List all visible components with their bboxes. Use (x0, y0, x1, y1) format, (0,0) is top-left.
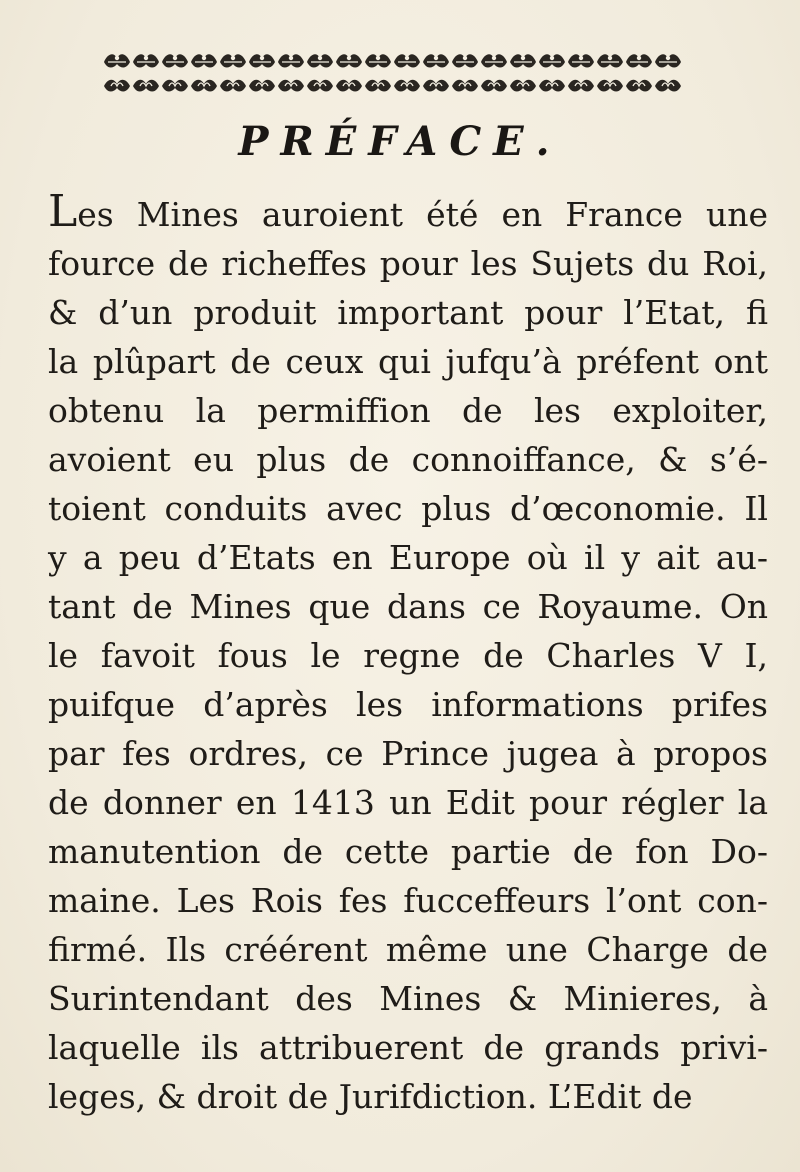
text-line: obtenu la permiffion de les exploiter, (48, 391, 768, 430)
text-line (48, 186, 768, 239)
text-line: puifque d’après les informations prifes (48, 685, 768, 724)
fleuron-band-ornament-icon (100, 46, 700, 102)
text-line-rest: es Mines auroient été en France une (77, 195, 768, 234)
text-line: fource de richeffes pour les Sujets du Roi, (48, 244, 768, 283)
text-line: de donner en 1413 un Edit pour régler la (48, 783, 768, 822)
text-line: avoient eu plus de connoiffance, & s’é- (48, 440, 768, 479)
text-line: leges, & droit de Jurifdiction. L’Edit de (48, 1077, 693, 1116)
text-line: y a peu d’Etats en Europe où il y ait au- (48, 538, 768, 577)
text-line: firmé. Ils créérent même une Charge de (48, 930, 768, 969)
text-line: la plûpart de ceux qui jufqu’à préfent ont (48, 342, 768, 381)
initial-letter: L (48, 186, 78, 237)
text-line: manutention de cette partie de fon Do- (48, 832, 768, 871)
text-line: le favoit fous le regne de Charles V I, (48, 636, 768, 675)
page-title: PRÉFACE. (238, 118, 562, 165)
preface-paragraph (48, 186, 768, 1121)
text-line: laquelle ils attribuerent de grands privi- (48, 1028, 768, 1067)
text-line: tant de Mines que dans ce Royaume. On (48, 587, 768, 626)
text-line: maine. Les Rois fes fucceffeurs l’ont con- (48, 881, 768, 920)
text-line: par fes ordres, ce Prince jugea à propos (48, 734, 768, 773)
text-line: Surintendant des Mines & Minieres, à (48, 979, 768, 1018)
text-line: toient conduits avec plus d’œconomie. Il (48, 489, 768, 528)
text-line: & d’un produit important pour l’Etat, fi (48, 293, 768, 332)
